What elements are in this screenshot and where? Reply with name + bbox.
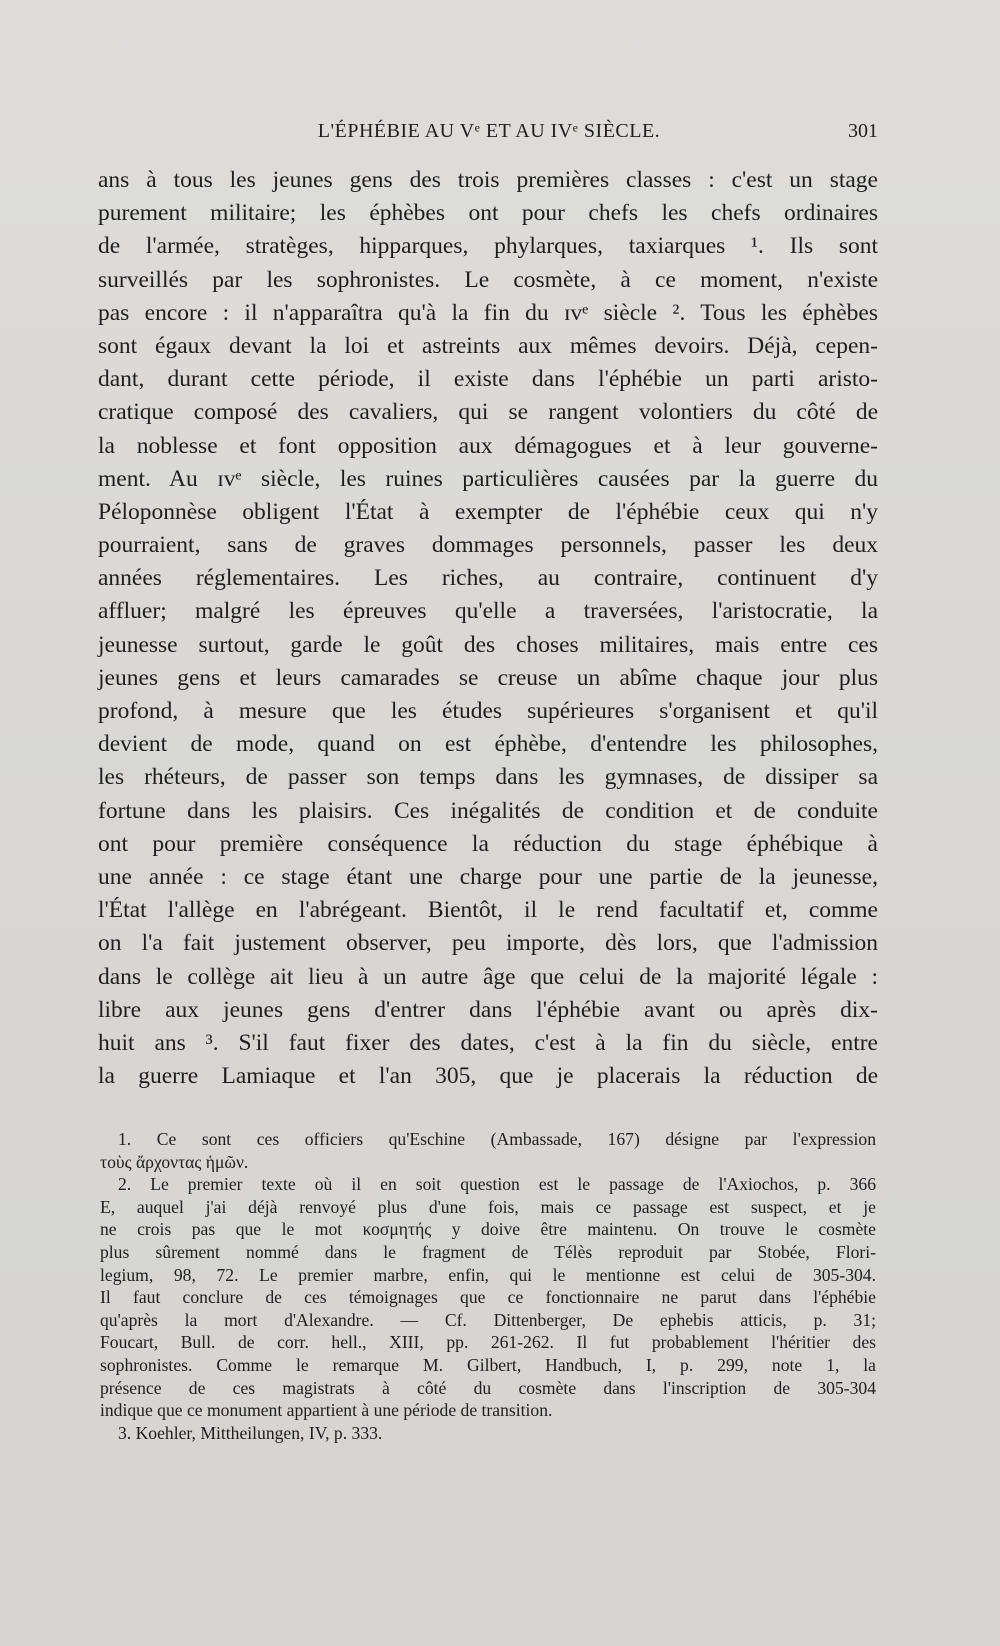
footnote-line: indique que ce monument appartient à une période de transition. bbox=[100, 1400, 553, 1421]
text-line: fortune dans les plaisirs. Ces inégalités de condition et de conduite bbox=[98, 797, 878, 824]
main-text bbox=[98, 164, 878, 1093]
footnote-line: legium, 98, 72. Le premier marbre, enfin, qui le mentionne est celui de 305-304. bbox=[100, 1264, 876, 1285]
footnote-line: qu'après la mort d'Alexandre. — Cf. Dittenberger, De ephebis atticis, p. 31; bbox=[100, 1309, 876, 1330]
footnote-line: ne crois pas que le mot κοσμητής y doive être maintenu. On trouve le cosmète bbox=[100, 1219, 876, 1240]
text-line: cratique composé des cavaliers, qui se rangent volontiers du côté de bbox=[98, 399, 878, 426]
text-line: ment. Au ɪvᵉ siècle, les ruines particulières causées par la guerre du bbox=[98, 465, 878, 492]
footnote-line: τοὺς ἄρχοντας ἡμῶν. bbox=[100, 1151, 249, 1172]
text-line: ont pour première conséquence la réduction du stage éphébique à bbox=[98, 830, 878, 857]
text-line: années réglementaires. Les riches, au contraire, continuent d'y bbox=[98, 565, 878, 592]
text-line: pas encore : il n'apparaîtra qu'à la fin du ɪvᵉ siècle ². Tous les éphèbes bbox=[98, 299, 878, 326]
text-line: la guerre Lamiaque et l'an 305, que je placerais la réduction de bbox=[98, 1063, 878, 1090]
text-line: profond, à mesure que les études supérieures s'organisent et qu'il bbox=[98, 698, 878, 724]
text-line: la noblesse et font opposition aux démagogues et à leur gouverne- bbox=[98, 432, 878, 459]
text-line: dans le collège ait lieu à un autre âge que celui de la majorité légale : bbox=[98, 963, 878, 990]
text-line: purement militaire; les éphèbes ont pour chefs les chefs ordinaires bbox=[98, 200, 878, 227]
footnote-line: plus sûrement nommé dans le fragment de Télès reproduit par Stobée, Flori- bbox=[100, 1241, 876, 1262]
text-line: les rhéteurs, de passer son temps dans les gymnases, de dissiper sa bbox=[98, 764, 878, 791]
text-line: on l'a fait justement observer, peu importe, dès lors, que l'admission bbox=[98, 930, 878, 957]
footnote-line: sophronistes. Comme le remarque M. Gilbert, Handbuch, I, p. 299, note 1, la bbox=[100, 1354, 876, 1375]
footnote-line: 1. Ce sont ces officiers qu'Eschine (Ambassade, 167) désigne par l'expression bbox=[118, 1129, 876, 1149]
text-line: jeunes gens et leurs camarades se creuse un abîme chaque jour plus bbox=[98, 664, 878, 691]
page-number: 301 bbox=[848, 120, 878, 142]
text-line: de l'armée, stratèges, hipparques, phylarques, taxiarques ¹. Ils sont bbox=[98, 233, 878, 260]
text-line: Péloponnèse obligent l'État à exempter de l'éphébie ceux qui n'y bbox=[98, 498, 878, 525]
footnote-line: 2. Le premier texte où il en soit question est le passage de l'Axiochos, p. 366 bbox=[118, 1174, 876, 1195]
text-line: jeunesse surtout, garde le goût des choses militaires, mais entre ces bbox=[98, 631, 878, 658]
running-head bbox=[100, 120, 878, 150]
text-line: pourraient, sans de graves dommages personnels, passer les deux bbox=[98, 532, 878, 559]
footnote-line: E, auquel j'ai déjà renvoyé plus d'une fois, mais ce passage est suspect, et je bbox=[100, 1196, 876, 1217]
text-line: une année : ce stage étant une charge pour une partie de la jeunesse, bbox=[98, 863, 878, 890]
text-line: affluer; malgré les épreuves qu'elle a traversées, l'aristocratie, la bbox=[98, 598, 878, 625]
text-line: libre aux jeunes gens d'entrer dans l'éphébie avant ou après dix- bbox=[98, 996, 878, 1023]
text-line: sont égaux devant la loi et astreints aux mêmes devoirs. Déjà, cepen- bbox=[98, 332, 878, 359]
text-line: l'État l'allège en l'abrégeant. Bientôt, il le rend facultatif et, comme bbox=[98, 897, 878, 924]
text-line: huit ans ³. S'il faut fixer des dates, c'est à la fin du siècle, entre bbox=[98, 1029, 878, 1056]
footnote-line: 3. Koehler, Mittheilungen, IV, p. 333. bbox=[118, 1422, 383, 1443]
footnote-line: présence de ces magistrats à côté du cosmète dans l'inscription de 305-304 bbox=[100, 1377, 876, 1398]
footnote-line: Il faut conclure de ces témoignages que ce fonctionnaire ne parut dans l'éphébie bbox=[100, 1287, 876, 1308]
text-line: dant, durant cette période, il existe dans l'éphébie un parti aristo- bbox=[98, 366, 878, 393]
footnote-line: Foucart, Bull. de corr. hell., XIII, pp. 261-262. Il fut probablement l'héritier des bbox=[100, 1332, 876, 1353]
footnotes bbox=[100, 1128, 876, 1444]
text-line: surveillés par les sophronistes. Le cosmète, à ce moment, n'existe bbox=[98, 266, 878, 293]
text-line: devient de mode, quand on est éphèbe, d'entendre les philosophes, bbox=[98, 731, 878, 758]
text-line: ans à tous les jeunes gens des trois premières classes : c'est un stage bbox=[98, 167, 878, 193]
running-title: L'ÉPHÉBIE AU Vᵉ ET AU IVᵉ SIÈCLE. bbox=[317, 120, 661, 142]
